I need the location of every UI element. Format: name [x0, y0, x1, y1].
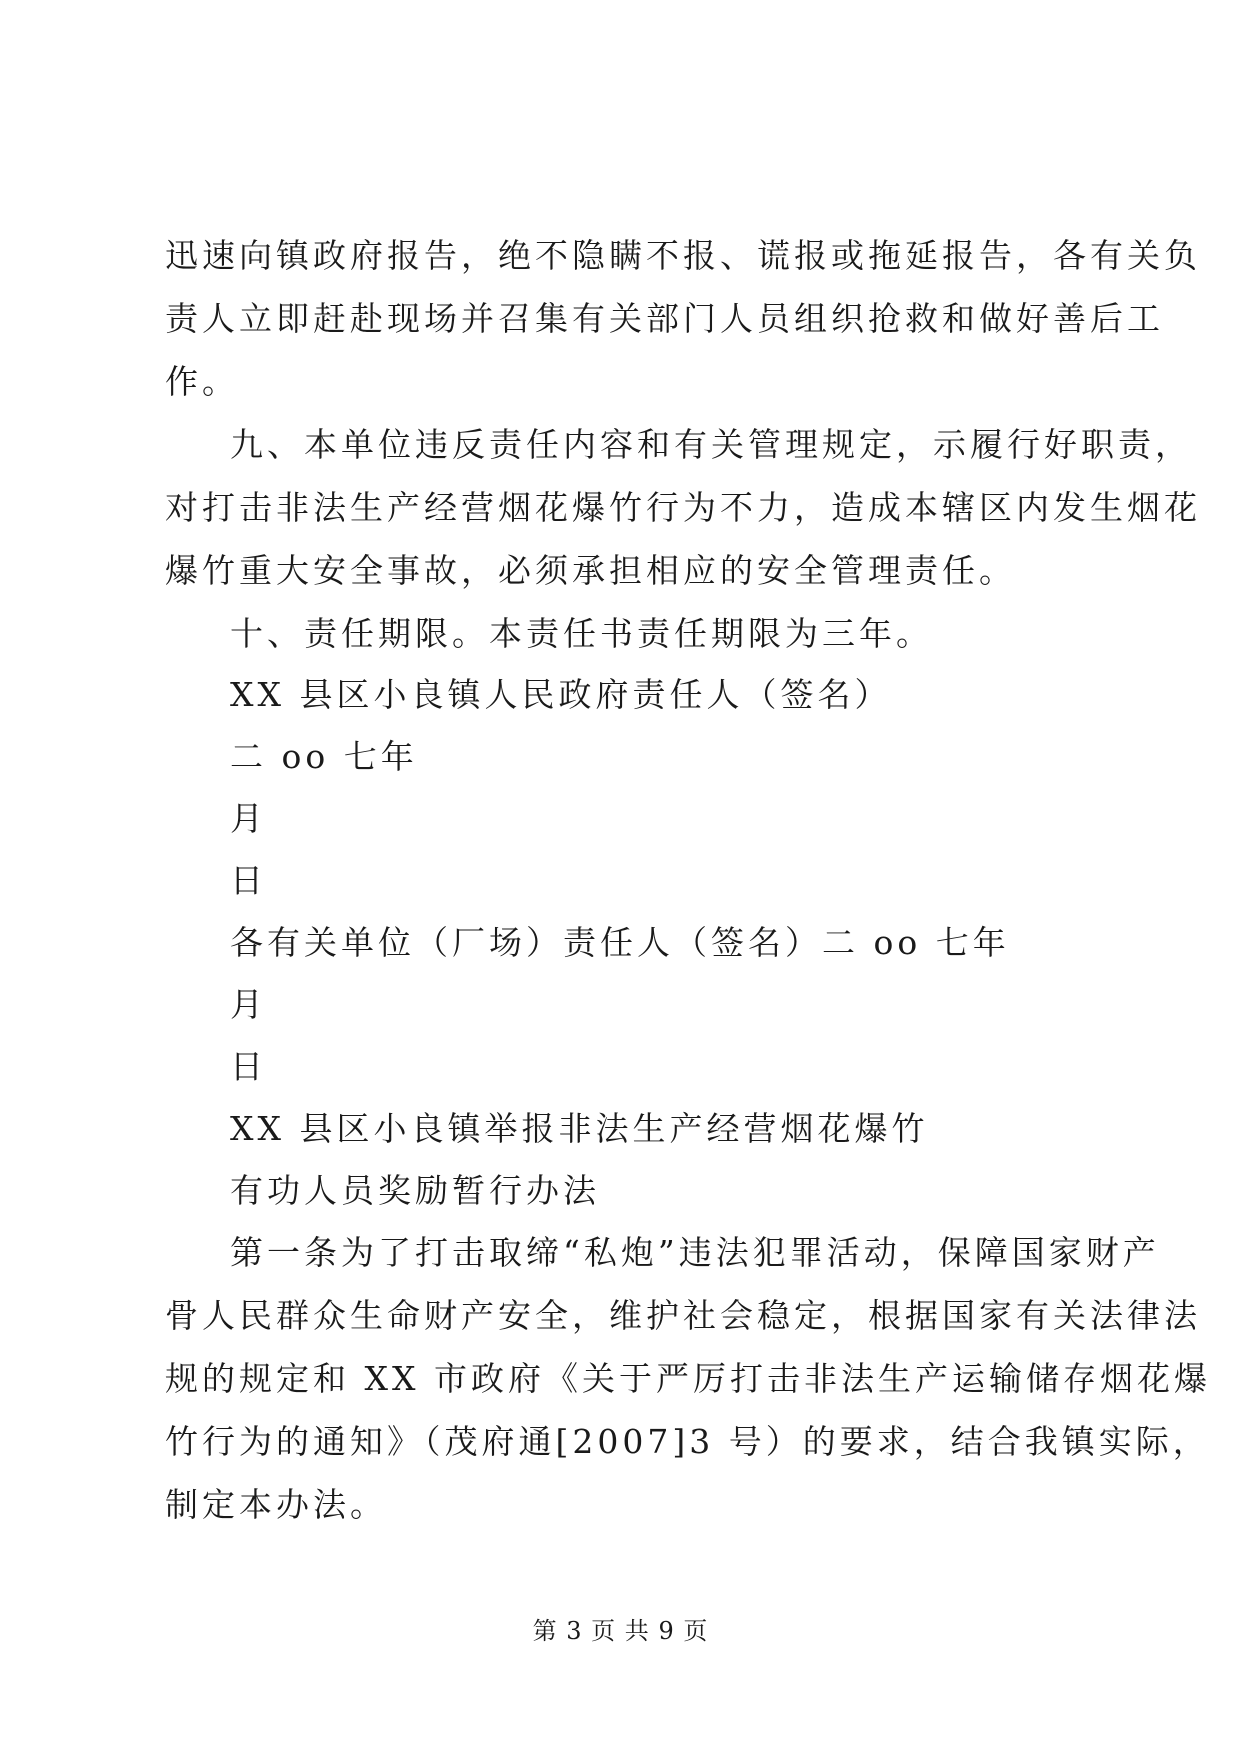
body-line: 骨人民群众生命财产安全，维护社会稳定，根据国家有关法律法 [165, 1296, 1201, 1335]
signature-line: 各有关单位（厂场）责任人（签名）二 oo 七年 [230, 923, 1010, 962]
body-line: 竹行为的通知》（茂府通[2007]3 号）的要求，结合我镇实际， [165, 1422, 1210, 1461]
body-line: 规的规定和 XX 市政府《关于严厉打击非法生产运输储存烟花爆 [165, 1359, 1211, 1398]
section-title: XX 县区小良镇举报非法生产经营烟花爆竹 [230, 1109, 929, 1148]
date-line: 月 [230, 799, 267, 838]
body-line: 九、本单位违反责任内容和有关管理规定，示履行好职责， [230, 425, 1192, 464]
date-line: 日 [230, 861, 267, 900]
signature-line: XX 县区小良镇人民政府责任人（签名） [230, 675, 892, 714]
body-line: 十、责任期限。本责任书责任期限为三年。 [230, 614, 933, 653]
body-line: 迅速向镇政府报告，绝不隐瞒不报、谎报或拖延报告，各有关负 [165, 236, 1201, 275]
body-line: 爆竹重大安全事故，必须承担相应的安全管理责任。 [165, 551, 1016, 590]
body-line: 作。 [165, 362, 239, 401]
date-line: 日 [230, 1047, 267, 1086]
body-line: 第一条为了打击取缔“私炮”违法犯罪活动，保障国家财产 [230, 1233, 1160, 1272]
page-number-footer: 第 3 页 共 9 页 [532, 1617, 709, 1645]
body-line: 制定本办法。 [165, 1485, 387, 1524]
date-line: 月 [230, 985, 267, 1024]
date-line: 二 oo 七年 [230, 737, 418, 776]
body-line: 对打击非法生产经营烟花爆竹行为不力，造成本辖区内发生烟花 [165, 488, 1201, 527]
section-title: 有功人员奖励暂行办法 [230, 1171, 600, 1210]
body-line: 责人立即赶赴现场并召集有关部门人员组织抢救和做好善后工 [165, 299, 1164, 338]
